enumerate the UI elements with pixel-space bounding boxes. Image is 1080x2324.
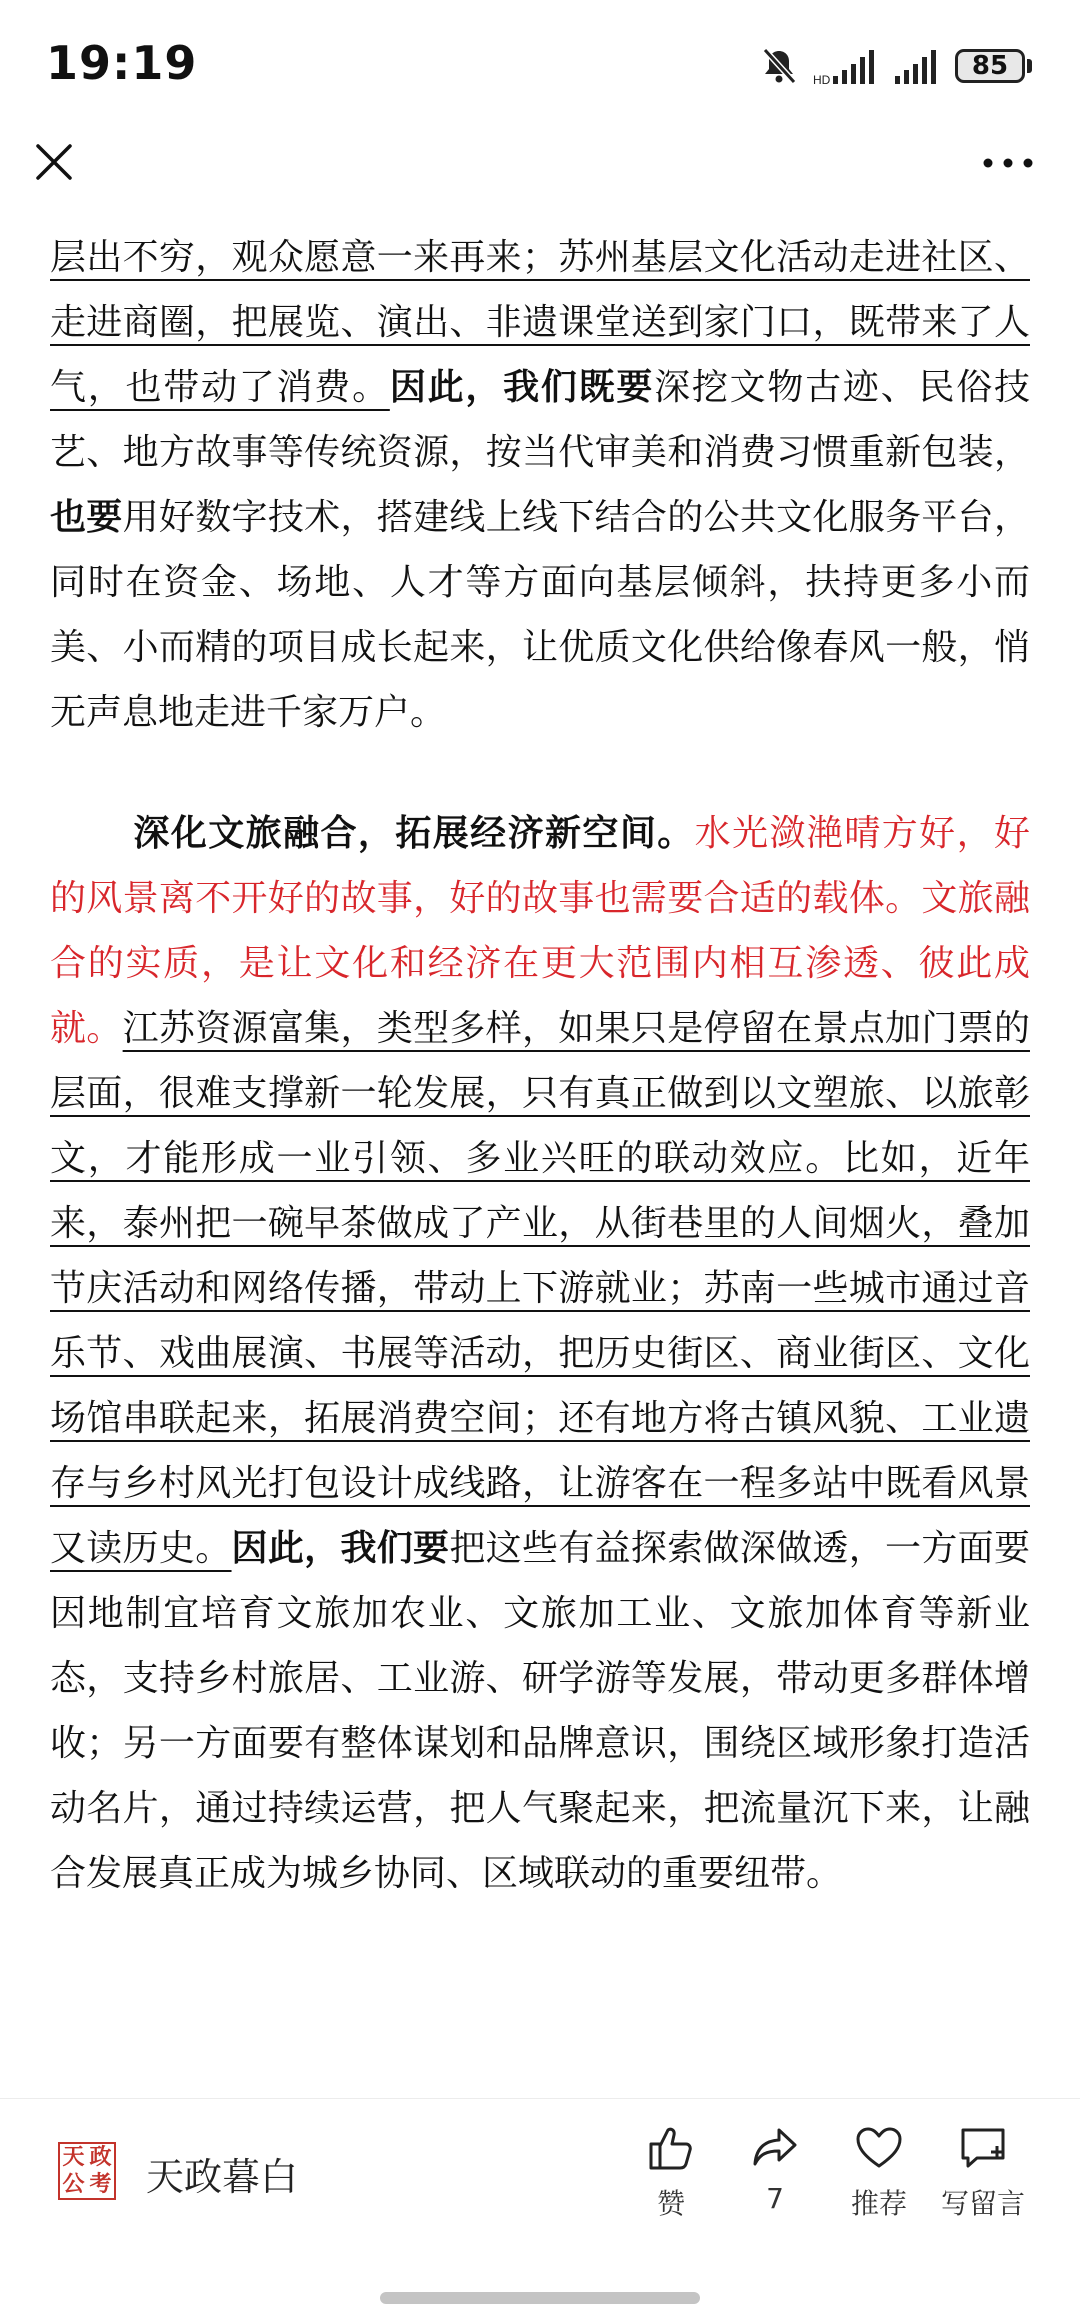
author-logo[interactable] [58, 2142, 116, 2200]
share-arrow-icon [749, 2122, 801, 2174]
bold-text: 也要 [50, 497, 123, 538]
logo-char: 公 [62, 2171, 85, 2197]
underlined-text: 层出不穷，观众愿意一来再来；苏州基层文化活动走进社区、走进商圈，把展览、演出、非遗课堂送到家门口，既带来了人气，也带动了消费。 [50, 237, 1030, 408]
paragraph-1 [50, 225, 1030, 745]
body-text: 把这些有益探索做深做透，一方面要因地制宜培育文旅加农业、文旅加工业、文旅加体育等新业态，支持乡村旅居、工业游、研学游等发展，带动更多群体增收；另一方面要有整体谋划和品牌意识，围绕区域形象打造活动名片，通过持续运营，把人气聚起来，把流量沉下来，让融合发展真正成为城乡协同、区域联动的重要纽带。 [50, 1528, 1030, 1894]
author-name[interactable]: 天政暮白 [146, 2155, 299, 2199]
body-text: 用好数字技术，搭建线上线下结合的公共文化服务平台，同时在资金、场地、人才等方面向基层倾斜，扶持更多小而美、小而精的项目成长起来，让优质文化供给像春风一般，悄无声息地走进千家万户。 [50, 497, 1030, 733]
signal-icon-1 [813, 46, 879, 86]
battery-indicator [955, 49, 1032, 83]
article-body [50, 225, 1030, 1906]
recommend-button[interactable] [824, 2122, 934, 2222]
thumbs-up-icon [645, 2122, 697, 2174]
home-indicator[interactable] [380, 2292, 700, 2304]
signal-icon-2 [893, 46, 941, 86]
logo-char: 考 [89, 2171, 112, 2197]
share-button[interactable] [720, 2122, 830, 2215]
svg-text:HD: HD [813, 73, 831, 86]
bottom-action-bar [0, 2100, 1080, 2280]
comment-add-icon [957, 2122, 1009, 2174]
share-count: 7 [766, 2182, 784, 2215]
status-time: 19:19 [46, 36, 198, 90]
top-bar [0, 130, 1080, 230]
like-button[interactable] [616, 2122, 726, 2222]
battery-level: 85 [955, 49, 1025, 83]
underlined-text: 江苏资源富集，类型多样，如果只是停留在景点加门票的层面，很难支撑新一轮发展，只有真正做到以文塑旅、以旅彰文，才能形成一业引领、多业兴旺的联动效应。比如，近年来，泰州把一碗早茶做成了产业，从街巷里的人间烟火，叠加节庆活动和网络传播，带动上下游就业；苏南一些城市通过音乐节、戏曲展演、书展等活动，把历史街区、商业街区、文化场馆串联起来，拓展消费空间；还有地方将古镇风貌、工业遗存与乡村风光打包设计成线路，让游客在一程多站中既看风景又读历史。 [50, 1008, 1030, 1569]
comment-button[interactable] [928, 2122, 1038, 2222]
status-bar [0, 0, 1080, 130]
battery-tip [1027, 59, 1032, 73]
more-icon[interactable] [980, 148, 1036, 178]
body-text: 深挖文物古迹、民俗技艺、地方故事等传统资源，按当代审美和消费习惯重新包装， [50, 367, 1030, 473]
highlighted-red-text: 水光潋滟晴方好，好的风景离不开好的故事，好的故事也需要合适的载体。文旅融合的实质，是让文化和经济在更大范围内相互渗透、彼此成就。 [50, 813, 1030, 1049]
paragraph-2 [50, 801, 1030, 1906]
like-label: 赞 [656, 2187, 685, 2220]
logo-char: 政 [89, 2144, 112, 2170]
section-heading: 深化文旅融合，拓展经济新空间。 [132, 813, 695, 854]
close-icon[interactable] [30, 138, 78, 186]
bold-text: 因此，我们既要 [389, 367, 655, 408]
heart-icon [853, 2122, 905, 2174]
recommend-label: 推荐 [850, 2187, 907, 2220]
status-icons [759, 44, 1032, 88]
bold-text: 因此，我们要 [231, 1528, 450, 1569]
mute-bell-icon [759, 46, 799, 86]
logo-char: 天 [62, 2144, 85, 2170]
comment-label: 写留言 [940, 2187, 1025, 2220]
footer-divider [0, 2098, 1080, 2099]
paragraph-gap [50, 745, 1030, 801]
